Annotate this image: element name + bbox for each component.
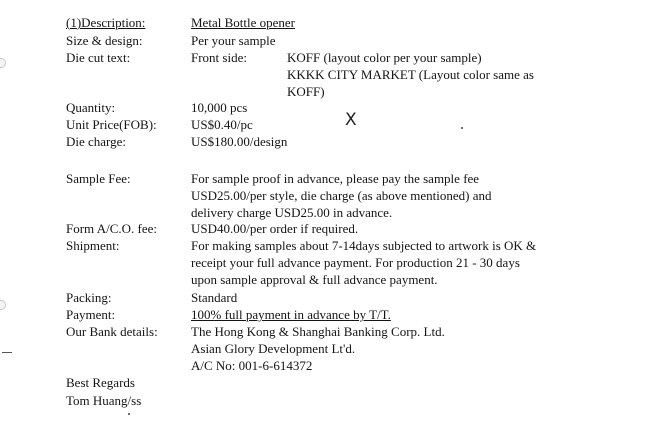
die-charge-value: US$180.00/design: [191, 134, 288, 149]
row-unit-price: [0, 117, 653, 135]
bank-details-line: A/C No: 001-6-614372: [191, 358, 313, 373]
form-aco-fee-value: USD40.00/per order if required.: [191, 221, 359, 236]
handwritten-x-mark: X: [345, 110, 357, 130]
row-regards: [0, 375, 653, 393]
description-label: (1)Description:: [66, 15, 146, 30]
row-signature: [0, 393, 653, 411]
shipment-line: upon sample approval & full advance payment.: [191, 272, 438, 287]
shipment-line: For making samples about 7-14days subjected to artwork is OK &: [191, 238, 537, 253]
description-value: Metal Bottle opener: [191, 15, 295, 30]
die-cut-text-label: Die cut text:: [66, 50, 131, 65]
row-sample-fee: [0, 171, 653, 223]
scan-speck: [128, 413, 130, 415]
shipment-line: receipt your full advance payment. For production 21 - 30 days: [191, 255, 520, 270]
die-cut-line: KOFF (layout color per your sample): [287, 50, 482, 65]
quantity-label: Quantity:: [66, 100, 116, 115]
sample-fee-label: Sample Fee:: [66, 171, 131, 186]
size-design-label: Size & design:: [66, 33, 143, 48]
sample-fee-line: delivery charge USD25.00 in advance.: [191, 205, 393, 220]
bank-details-label: Our Bank details:: [66, 324, 158, 339]
row-form-aco-fee: [0, 221, 653, 239]
die-cut-line: KOFF): [287, 84, 325, 99]
sample-fee-line: USD25.00/per style, die charge (as above mentioned) and: [191, 188, 492, 203]
row-die-cut-text: [0, 50, 653, 102]
row-bank-details: [0, 324, 653, 376]
die-cut-line: KKKK CITY MARKET (Layout color same as: [287, 67, 534, 82]
row-packing: [0, 290, 653, 308]
best-regards: Best Regards: [66, 375, 135, 390]
signature-name: Tom Huang/ss: [66, 393, 142, 408]
bank-details-line: Asian Glory Development Lt'd.: [191, 341, 356, 356]
packing-label: Packing:: [66, 290, 112, 305]
row-shipment: [0, 238, 653, 290]
form-aco-fee-label: Form A/C.O. fee:: [66, 221, 157, 236]
sample-fee-line: For sample proof in advance, please pay the sample fee: [191, 171, 480, 186]
unit-price-value: US$0.40/pc: [191, 117, 253, 132]
quantity-value: 10,000 pcs: [191, 100, 248, 115]
die-charge-label: Die charge:: [66, 134, 127, 149]
size-design-value: Per your sample: [191, 33, 276, 48]
payment-value: 100% full payment in advance by T/T.: [191, 307, 391, 322]
row-quantity: [0, 100, 653, 118]
unit-price-label: Unit Price(FOB):: [66, 117, 157, 132]
front-side-label: Front side:: [191, 50, 247, 65]
shipment-label: Shipment:: [66, 238, 120, 253]
row-size-design: [0, 33, 653, 51]
packing-value: Standard: [191, 290, 238, 305]
row-payment: [0, 307, 653, 325]
row-die-charge: [0, 134, 653, 152]
bank-details-line: The Hong Kong & Shanghai Banking Corp. Ltd.: [191, 324, 445, 339]
payment-label: Payment:: [66, 307, 116, 322]
row-description: [0, 15, 653, 33]
